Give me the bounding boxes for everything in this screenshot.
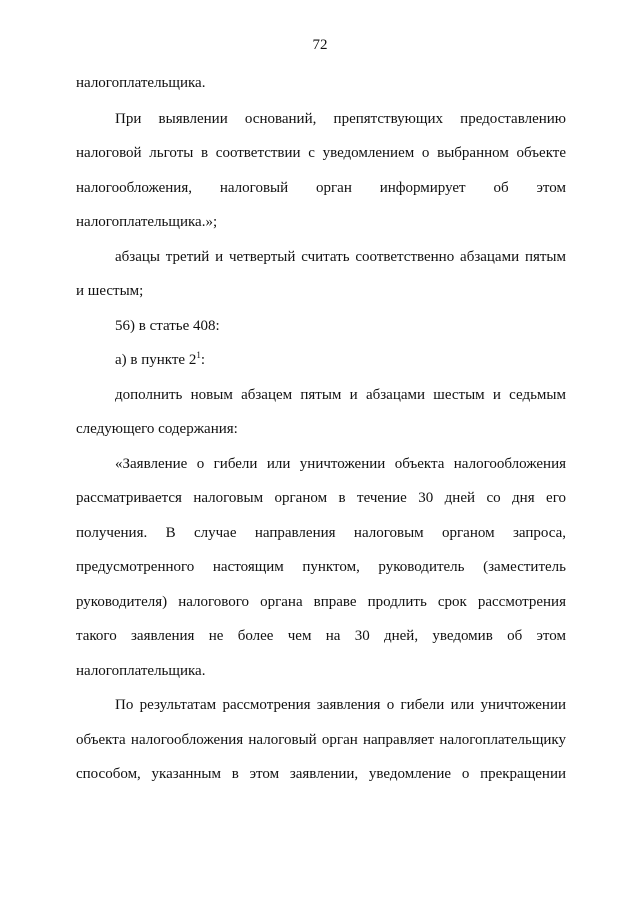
- text-line: абзацы третий и четвертый считать соответственно абзацами пятым: [115, 249, 566, 265]
- text-line: способом, указанным в этом заявлении, уведомление о прекращении: [76, 766, 566, 782]
- text-segment: :: [200, 352, 206, 368]
- text-line: и шестым;: [76, 283, 144, 299]
- text-line: налогоплательщика.»;: [76, 214, 218, 230]
- text-line: следующего содержания:: [76, 421, 238, 437]
- text-line: «Заявление о гибели или уничтожении объекта налогообложения: [115, 456, 566, 472]
- text-line: дополнить новым абзацем пятым и абзацами шестым и седьмым: [115, 387, 566, 403]
- text-line: При выявлении оснований, препятствующих предоставлению: [115, 111, 566, 127]
- text-line: получения. В случае направления налоговым органом запроса,: [76, 525, 566, 541]
- text-line: 56) в статье 408:: [115, 318, 220, 334]
- text-line: такого заявления не более чем на 30 дней, уведомив об этом: [76, 628, 566, 644]
- text-line: рассматривается налоговым органом в течение 30 дней со дня его: [76, 490, 566, 506]
- text-line: налогообложения, налоговый орган информирует об этом: [76, 180, 566, 196]
- text-segment: а) в пункте 2: [115, 352, 197, 368]
- text-line: предусмотренного настоящим пунктом, руководитель (заместитель: [76, 559, 566, 575]
- text-line: налогоплательщика.: [76, 75, 206, 91]
- text-line: объекта налогообложения налоговый орган направляет налогоплательщику: [76, 732, 566, 748]
- text-line: налогоплательщика.: [76, 663, 206, 679]
- superscript: 1: [196, 350, 201, 360]
- page-number: 72: [312, 37, 328, 53]
- text-line: руководителя) налогового органа вправе продлить срок рассмотрения: [76, 594, 566, 610]
- text-line: налоговой льготы в соответствии с уведомлением о выбранном объекте: [76, 145, 566, 161]
- text-line: По результатам рассмотрения заявления о гибели или уничтожении: [115, 697, 566, 713]
- text-line: [115, 351, 566, 369]
